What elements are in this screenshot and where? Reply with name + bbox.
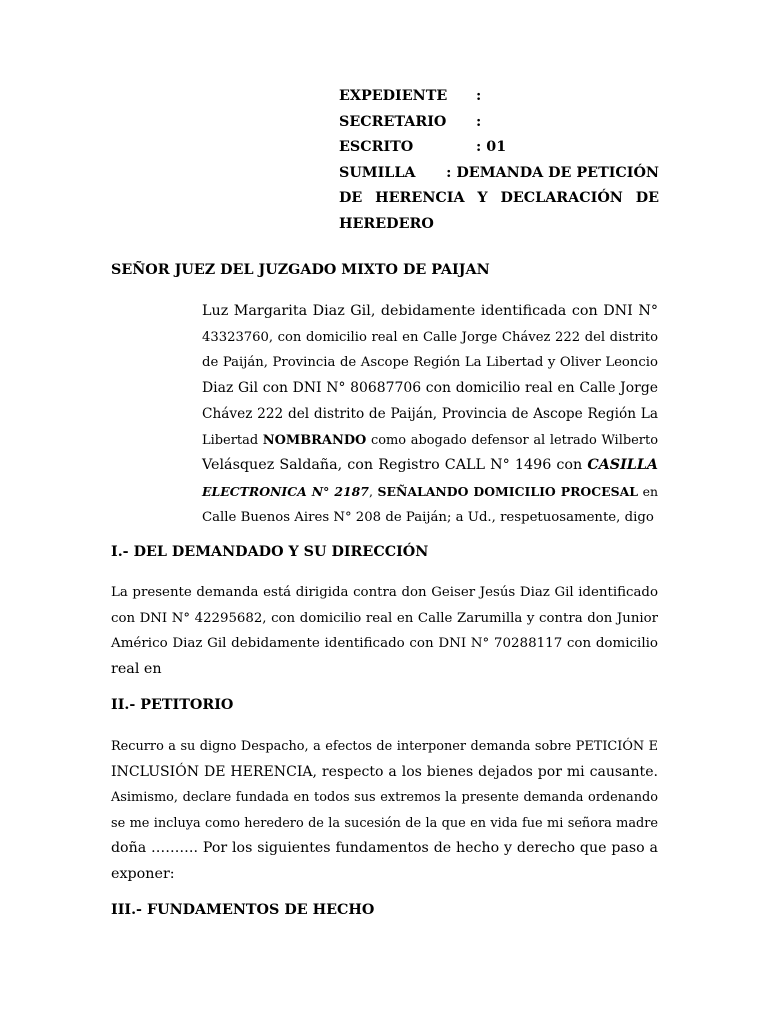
escrito-label: ESCRITO	[339, 139, 414, 155]
case-header	[339, 84, 659, 237]
section-1-line-3: Américo Diaz Gil debidamente identificado con DNI N° 70288117 con domicilio	[111, 636, 658, 651]
section-1-paragraph	[111, 580, 658, 682]
intro-line-6c: como abogado defensor al letrado Wilberto	[366, 432, 658, 448]
secretario-value: :	[476, 113, 482, 130]
section-1-line-4: real en	[111, 660, 162, 677]
intro-line-7a: Velásquez Saldaña, con Registro CALL N° 1496 con	[202, 457, 588, 474]
section-2-line-5: doña ………. Por los siguientes fundamentos de hecho y derecho que paso a	[111, 840, 658, 856]
section-2-line-4: se me incluya como heredero de la sucesión de la que en vida fue mi señora madre	[111, 815, 658, 831]
intro-line-6	[202, 428, 658, 454]
escrito-row	[339, 135, 659, 161]
intro-line-9: Calle Buenos Aires N° 208 de Paiján; a Ud., respetuosamente, digo	[202, 509, 654, 525]
domicilio-procesal-keyword: SEÑALANDO DOMICILIO PROCESAL	[377, 483, 638, 499]
intro-line-5: Chávez 222 del distrito de Paiján, Provincia de Ascope Región La	[202, 405, 658, 422]
section-2-line-2: INCLUSIÓN DE HERENCIA, respecto a los bienes dejados por mi causante.	[111, 763, 658, 780]
intro-line-1: Luz Margarita Diaz Gil, debidamente identificada con DNI N°	[202, 303, 658, 319]
intro-line-3: de Paiján, Provincia de Ascope Región La Libertad y Oliver Leoncio	[202, 355, 658, 371]
intro-line-6a: Libertad	[202, 432, 263, 448]
sumilla-line-3: HEREDERO	[339, 215, 434, 232]
intro-line-4: Diaz Gil con DNI N° 80687706 con domicilio real en Calle Jorge	[202, 380, 658, 397]
intro-paragraph	[202, 299, 658, 530]
intro-line-8b: ,	[368, 483, 378, 499]
casilla-electronica: ELECTRONICA N° 2187	[202, 483, 369, 499]
addressee: SEÑOR JUEZ DEL JUZGADO MIXTO DE PAIJAN	[111, 262, 490, 278]
expediente-label: EXPEDIENTE	[339, 88, 448, 104]
section-2-title: II.- PETITORIO	[111, 697, 234, 713]
sumilla-continuation	[339, 186, 659, 237]
expediente-value: :	[476, 88, 482, 104]
sumilla-row	[339, 161, 659, 187]
section-3-title: III.- FUNDAMENTOS DE HECHO	[111, 902, 375, 918]
sumilla-value: : DEMANDA DE PETICIÓN	[446, 164, 659, 181]
expediente-row	[339, 84, 659, 110]
section-2-paragraph	[111, 734, 658, 887]
section-1-line-1: La presente demanda está dirigida contra don Geiser Jesús Diaz Gil identificado	[111, 585, 658, 600]
sumilla-label: SUMILLA	[339, 164, 416, 181]
section-1-title: I.- DEL DEMANDADO Y SU DIRECCIÓN	[111, 544, 429, 560]
escrito-value: : 01	[476, 139, 507, 155]
intro-line-7	[202, 453, 658, 479]
intro-line-8	[202, 479, 658, 505]
section-2-line-1: Recurro a su digno Despacho, a efectos de interponer demanda sobre PETICIÓN E	[111, 739, 658, 754]
section-1-line-2: con DNI N° 42295682, con domicilio real en Calle Zarumilla y contra don Junior	[111, 610, 658, 626]
sumilla-line-2: DE HERENCIA Y DECLARACIÓN DE	[339, 190, 659, 206]
casilla-keyword: CASILLA	[587, 457, 658, 474]
secretario-label: SECRETARIO	[339, 113, 447, 130]
section-2-line-3: Asimismo, declare fundada en todos sus extremos la presente demanda ordenando	[111, 790, 658, 805]
intro-line-2: 43323760, con domicilio real en Calle Jorge Chávez 222 del distrito	[202, 329, 658, 345]
intro-line-8d: en	[638, 483, 658, 499]
secretario-row	[339, 110, 659, 136]
section-2-line-6: exponer:	[111, 865, 175, 882]
nombrando-keyword: NOMBRANDO	[262, 432, 367, 448]
